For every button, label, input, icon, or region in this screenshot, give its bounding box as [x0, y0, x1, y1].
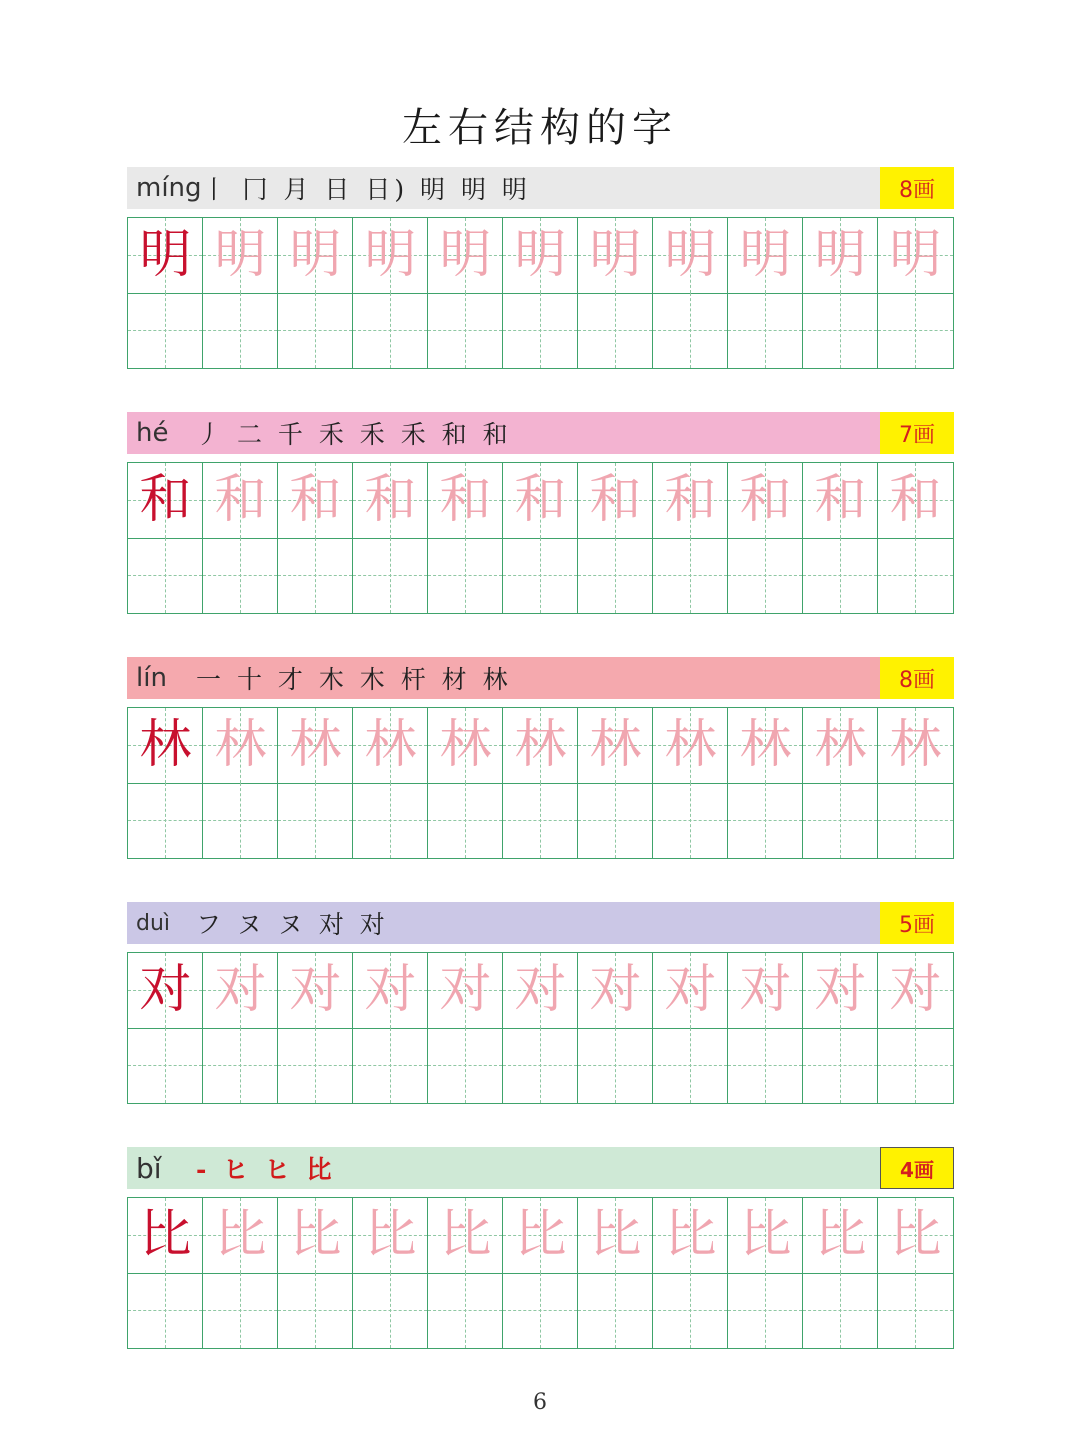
- character-block-lin: [127, 657, 954, 775]
- trace-character: 比: [889, 1205, 942, 1265]
- grid-cell: [578, 708, 653, 783]
- grid-cell: [128, 463, 203, 538]
- grid-cell[interactable]: [203, 1273, 278, 1348]
- blank-row: [128, 538, 953, 613]
- grid-cell[interactable]: [128, 293, 203, 368]
- practice-grid: [127, 462, 954, 614]
- grid-cell: [728, 1198, 803, 1273]
- grid-cell: [128, 1198, 203, 1273]
- trace-character: 林: [214, 715, 267, 775]
- grid-cell: [353, 1198, 428, 1273]
- grid-cell[interactable]: [728, 293, 803, 368]
- grid-cell[interactable]: [653, 1273, 728, 1348]
- practice-grid: [127, 1197, 954, 1349]
- trace-character: 和: [364, 470, 417, 530]
- grid-cell: [503, 708, 578, 783]
- trace-character: 和: [289, 470, 342, 530]
- grid-cell[interactable]: [803, 538, 878, 613]
- grid-cell[interactable]: [353, 538, 428, 613]
- grid-cell[interactable]: [278, 1273, 353, 1348]
- grid-cell: [803, 218, 878, 293]
- grid-cell[interactable]: [653, 783, 728, 858]
- trace-character: 对: [589, 960, 642, 1020]
- grid-cell: [278, 953, 353, 1028]
- page-title: 左右结构的字: [402, 105, 678, 151]
- trace-character: 明: [439, 225, 492, 285]
- grid-cell: [353, 953, 428, 1028]
- grid-cell: [428, 953, 503, 1028]
- grid-cell[interactable]: [578, 293, 653, 368]
- character-header: [127, 1147, 954, 1189]
- trace-character: 林: [889, 715, 942, 775]
- blank-row: [128, 1028, 953, 1103]
- trace-character: 对: [439, 960, 492, 1020]
- grid-cell: [428, 1198, 503, 1273]
- trace-character: 林: [664, 715, 717, 775]
- grid-cell: [353, 218, 428, 293]
- model-character: 林: [139, 715, 192, 775]
- grid-cell[interactable]: [353, 1028, 428, 1103]
- character-header: [127, 167, 954, 209]
- grid-cell[interactable]: [353, 1273, 428, 1348]
- grid-cell: [803, 708, 878, 783]
- grid-cell[interactable]: [203, 783, 278, 858]
- grid-cell[interactable]: [728, 538, 803, 613]
- grid-cell: [203, 1198, 278, 1273]
- grid-cell: [803, 1198, 878, 1273]
- trace-character: 林: [364, 715, 417, 775]
- trace-character: 明: [514, 225, 567, 285]
- trace-character: 明: [814, 225, 867, 285]
- grid-cell[interactable]: [578, 1273, 653, 1348]
- grid-cell[interactable]: [803, 293, 878, 368]
- trace-character: 和: [214, 470, 267, 530]
- grid-cell: [728, 953, 803, 1028]
- grid-cell[interactable]: [503, 293, 578, 368]
- grid-cell: [728, 218, 803, 293]
- stroke-order: 丨 冂 月 日 日) 明 明 明: [201, 175, 531, 204]
- grid-cell: [278, 1198, 353, 1273]
- trace-character: 对: [814, 960, 867, 1020]
- grid-cell[interactable]: [278, 538, 353, 613]
- trace-character: 比: [439, 1205, 492, 1265]
- trace-row: [128, 708, 953, 784]
- practice-grid: [127, 952, 954, 1104]
- trace-character: 对: [214, 960, 267, 1020]
- model-character: 明: [139, 225, 192, 285]
- stroke-order: 一 十 才 木 木 杆 材 林: [196, 665, 512, 694]
- blank-row: [128, 1273, 953, 1348]
- trace-character: 对: [664, 960, 717, 1020]
- grid-cell: [503, 953, 578, 1028]
- trace-character: 明: [739, 225, 792, 285]
- model-character: 比: [139, 1205, 192, 1265]
- trace-character: 明: [589, 225, 642, 285]
- pinyin-label: hé: [136, 418, 169, 448]
- trace-character: 和: [439, 470, 492, 530]
- trace-character: 比: [364, 1205, 417, 1265]
- grid-cell[interactable]: [278, 293, 353, 368]
- grid-cell: [428, 463, 503, 538]
- character-block-bi: [127, 1147, 954, 1265]
- grid-cell: [278, 708, 353, 783]
- stroke-count-badge: 4画: [880, 1147, 954, 1189]
- trace-character: 林: [589, 715, 642, 775]
- grid-cell[interactable]: [128, 1028, 203, 1103]
- grid-cell[interactable]: [203, 538, 278, 613]
- trace-character: 林: [514, 715, 567, 775]
- grid-cell: [128, 953, 203, 1028]
- grid-cell: [128, 708, 203, 783]
- grid-cell: [503, 1198, 578, 1273]
- trace-row: [128, 1198, 953, 1274]
- grid-cell: [728, 463, 803, 538]
- grid-cell: [653, 218, 728, 293]
- grid-cell: [203, 218, 278, 293]
- model-character: 和: [139, 470, 192, 530]
- grid-cell[interactable]: [128, 783, 203, 858]
- grid-cell[interactable]: [728, 1273, 803, 1348]
- grid-cell: [503, 463, 578, 538]
- trace-character: 明: [889, 225, 942, 285]
- grid-cell: [278, 218, 353, 293]
- grid-cell[interactable]: [653, 293, 728, 368]
- grid-cell[interactable]: [428, 538, 503, 613]
- grid-cell: [278, 463, 353, 538]
- grid-cell[interactable]: [128, 538, 203, 613]
- grid-cell: [428, 708, 503, 783]
- grid-cell: [503, 218, 578, 293]
- character-block-dui: [127, 902, 954, 1020]
- grid-cell: [203, 708, 278, 783]
- trace-character: 明: [364, 225, 417, 285]
- trace-character: 对: [289, 960, 342, 1020]
- grid-cell[interactable]: [278, 783, 353, 858]
- character-block-ming: [127, 167, 954, 285]
- trace-character: 比: [814, 1205, 867, 1265]
- grid-cell: [578, 218, 653, 293]
- trace-character: 林: [739, 715, 792, 775]
- stroke-count-badge: 7画: [880, 412, 954, 454]
- grid-cell: [128, 218, 203, 293]
- grid-cell[interactable]: [428, 1273, 503, 1348]
- pinyin-label: duì: [136, 910, 171, 936]
- trace-character: 和: [589, 470, 642, 530]
- grid-cell[interactable]: [653, 538, 728, 613]
- trace-character: 和: [739, 470, 792, 530]
- trace-character: 林: [439, 715, 492, 775]
- grid-cell[interactable]: [503, 1273, 578, 1348]
- trace-character: 比: [589, 1205, 642, 1265]
- character-header: [127, 902, 954, 944]
- stroke-count-badge: 8画: [880, 167, 954, 209]
- blank-row: [128, 293, 953, 368]
- grid-cell: [428, 218, 503, 293]
- grid-cell: [803, 463, 878, 538]
- grid-cell[interactable]: [353, 293, 428, 368]
- grid-cell[interactable]: [728, 783, 803, 858]
- grid-cell: [878, 218, 953, 293]
- stroke-count-badge: 5画: [880, 902, 954, 944]
- grid-cell: [353, 463, 428, 538]
- grid-cell: [578, 1198, 653, 1273]
- trace-row: [128, 463, 953, 539]
- grid-cell[interactable]: [503, 783, 578, 858]
- trace-character: 林: [289, 715, 342, 775]
- trace-row: [128, 218, 953, 294]
- grid-cell: [878, 463, 953, 538]
- grid-cell[interactable]: [803, 783, 878, 858]
- grid-cell[interactable]: [878, 783, 953, 858]
- pinyin-label: míng: [136, 173, 202, 203]
- grid-cell: [878, 1198, 953, 1273]
- trace-character: 明: [664, 225, 717, 285]
- trace-character: 对: [889, 960, 942, 1020]
- grid-cell[interactable]: [203, 1028, 278, 1103]
- grid-cell[interactable]: [278, 1028, 353, 1103]
- grid-cell[interactable]: [878, 293, 953, 368]
- grid-cell[interactable]: [428, 293, 503, 368]
- grid-cell: [203, 463, 278, 538]
- blank-row: [128, 783, 953, 858]
- grid-cell: [878, 953, 953, 1028]
- grid-cell: [353, 708, 428, 783]
- grid-cell: [653, 463, 728, 538]
- trace-character: 林: [814, 715, 867, 775]
- trace-character: 比: [289, 1205, 342, 1265]
- pinyin-label: bǐ: [136, 1151, 162, 1185]
- grid-cell[interactable]: [503, 1028, 578, 1103]
- trace-character: 对: [364, 960, 417, 1020]
- trace-character: 和: [514, 470, 567, 530]
- trace-character: 和: [664, 470, 717, 530]
- grid-cell[interactable]: [428, 1028, 503, 1103]
- grid-cell[interactable]: [578, 538, 653, 613]
- model-character: 对: [139, 960, 192, 1020]
- grid-cell[interactable]: [728, 1028, 803, 1103]
- character-header: [127, 412, 954, 454]
- grid-cell: [653, 1198, 728, 1273]
- trace-character: 明: [289, 225, 342, 285]
- grid-cell[interactable]: [878, 538, 953, 613]
- grid-cell[interactable]: [653, 1028, 728, 1103]
- grid-cell[interactable]: [428, 783, 503, 858]
- grid-cell[interactable]: [803, 1273, 878, 1348]
- trace-character: 比: [739, 1205, 792, 1265]
- grid-cell[interactable]: [128, 1273, 203, 1348]
- grid-cell: [203, 953, 278, 1028]
- grid-cell: [578, 463, 653, 538]
- stroke-order: - ヒ ヒ 比: [196, 1155, 336, 1184]
- grid-cell: [653, 953, 728, 1028]
- practice-grid: [127, 707, 954, 859]
- stroke-order: 丿 二 千 禾 禾 禾 和 和: [196, 420, 512, 449]
- stroke-order: フ ヌ ヌ 对 对: [196, 910, 389, 939]
- grid-cell: [653, 708, 728, 783]
- grid-cell[interactable]: [878, 1273, 953, 1348]
- stroke-count-badge: 8画: [880, 657, 954, 699]
- grid-cell[interactable]: [878, 1028, 953, 1103]
- trace-row: [128, 953, 953, 1029]
- grid-cell[interactable]: [578, 783, 653, 858]
- trace-character: 比: [214, 1205, 267, 1265]
- grid-cell[interactable]: [353, 783, 428, 858]
- grid-cell[interactable]: [203, 293, 278, 368]
- trace-character: 和: [814, 470, 867, 530]
- practice-grid: [127, 217, 954, 369]
- trace-character: 比: [514, 1205, 567, 1265]
- trace-character: 明: [214, 225, 267, 285]
- grid-cell[interactable]: [578, 1028, 653, 1103]
- page-number: 6: [533, 1390, 547, 1415]
- trace-character: 对: [514, 960, 567, 1020]
- trace-character: 和: [889, 470, 942, 530]
- trace-character: 对: [739, 960, 792, 1020]
- trace-character: 比: [664, 1205, 717, 1265]
- grid-cell[interactable]: [503, 538, 578, 613]
- grid-cell: [878, 708, 953, 783]
- grid-cell[interactable]: [803, 1028, 878, 1103]
- pinyin-label: lín: [136, 663, 167, 693]
- grid-cell: [578, 953, 653, 1028]
- grid-cell: [728, 708, 803, 783]
- character-header: [127, 657, 954, 699]
- grid-cell: [803, 953, 878, 1028]
- character-block-he: [127, 412, 954, 530]
